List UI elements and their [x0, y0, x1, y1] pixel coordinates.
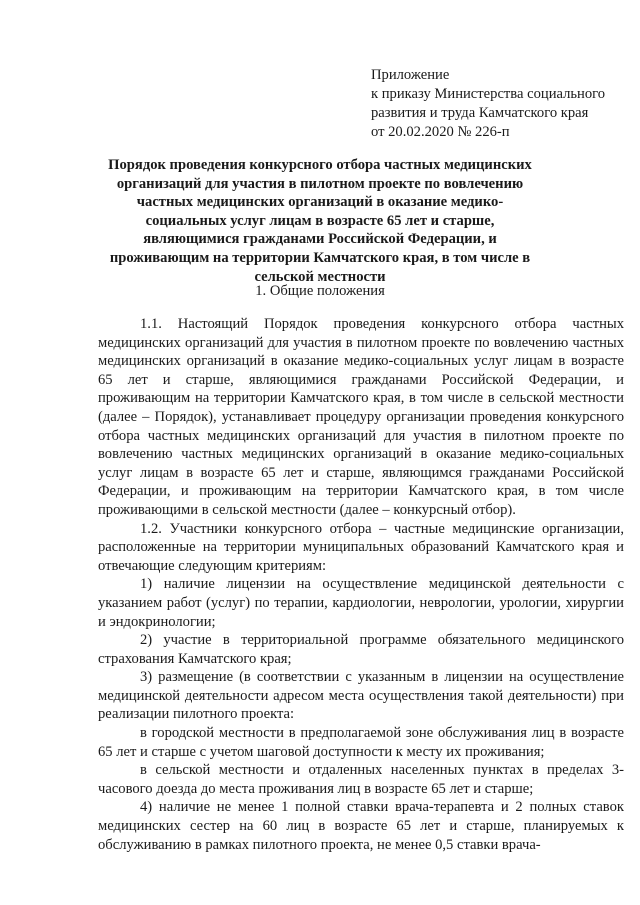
appendix-date-number: от 20.02.2020 № 226-п	[371, 124, 510, 140]
criterion-3: 3) размещение (в соответствии с указанным в лицензии на осуществление медицинской деятельности адресом места осуществления такой деятельности) при реализации пилотного проекта:	[98, 669, 624, 723]
criterion-3-rural: в сельской местности и отдаленных населенных пунктах в пределах 3-часового доезда до места проживания лиц в возрасте 65 лет и старше;	[98, 762, 624, 797]
section-heading: 1. Общие положения	[255, 283, 385, 299]
paragraph-1-2: 1.2. Участники конкурсного отбора – частные медицинские организации, расположенные на территории муниципальных образований Камчатского края и отвечающие следующим критериям:	[98, 520, 624, 574]
appendix-block	[371, 66, 621, 142]
appendix-order-ref: к приказу Министерства социального	[371, 86, 606, 102]
criterion-1: 1) наличие лицензии на осуществление медицинской деятельности с указанием работ (услуг) по терапии, кардиологии, неврологии, урологии, хирургии и эндокринологии;	[98, 576, 624, 630]
document-title: Порядок проведения конкурсного отбора частных медицинских организаций для участия в пилотном проекте по вовлечению частных медицинских организаций в оказание медико-социальных услуг лицам в возрасте 65 лет и старше, являющимися гражданами Российской Федерации, и проживающим на территории Камчатского края, в том числе в сельской местности	[108, 157, 532, 285]
criterion-2: 2) участие в территориальной программе обязательного медицинского страхования Камчатского края;	[98, 632, 624, 667]
document-body	[98, 315, 624, 854]
criterion-4: 4) наличие не менее 1 полной ставки врача-терапевта и 2 полных ставок медицинских сестер на 60 лиц в возрасте 65 лет и старше, планируемых к обслуживанию в рамках пилотного проекта, не менее 0,5 ставки врача-	[98, 799, 624, 853]
criterion-3-urban: в городской местности в предполагаемой зоне обслуживания лиц в возрасте 65 лет и старше с учетом шаговой доступности к месту их проживания;	[98, 725, 624, 760]
appendix-ministry: развития и труда Камчатского края	[371, 105, 589, 121]
paragraph-1-1: 1.1. Настоящий Порядок проведения конкурсного отбора частных медицинских организаций для участия в пилотном проекте по вовлечению частных медицинских организаций в оказание медико-социальных услуг лицам в возрасте 65 лет и старше, являющимися гражданами Российской Федерации, и проживающим на территории Камчатского края, в том числе в сельской местности (далее – Порядок), устанавливает процедуру организации проведения конкурсного отбора частных медицинских организаций для участия в пилотном проекте по вовлечению частных медицинских организаций в оказание медико-социальных услуг лицам в возрасте 65 лет и старше, являющимся гражданами Российской Федерации, и проживающим на территории Камчатского края, в том числе проживающими в сельской местности (далее – конкурсный отбор).	[98, 316, 624, 518]
appendix-label: Приложение	[371, 67, 450, 83]
